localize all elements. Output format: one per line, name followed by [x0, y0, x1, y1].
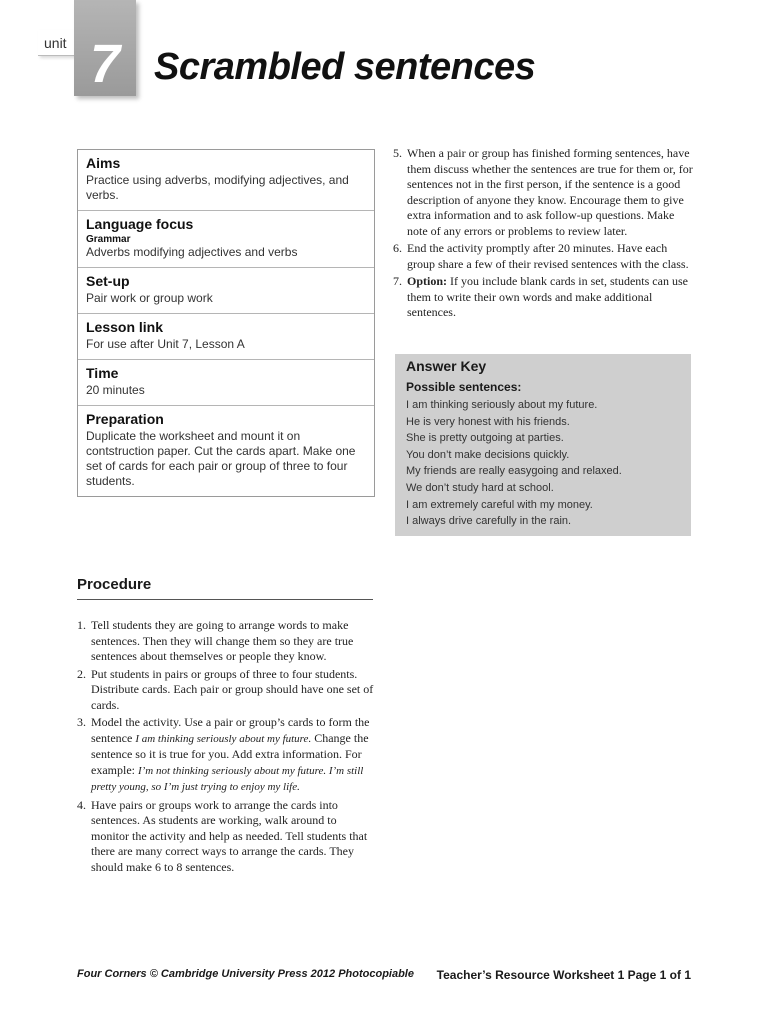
list-item: 4. Have pairs or groups work to arrange the cards into sentences. As students are working, walk around to monitor the activity and help as needed. Tell students that there are many correct ways to arrange the cards. They should make 6 to 8 sentences. — [77, 797, 368, 874]
info-lesson-link — [78, 314, 374, 360]
list-item: 1. Tell students they are going to arrange words to make sentences. Then they will change them so they are true sentences about themselves or people they know. — [77, 618, 354, 663]
info-set-up — [78, 268, 374, 314]
unit-number-tab — [74, 0, 136, 96]
answer-key-subtitle: Possible sentences: — [406, 380, 522, 394]
preparation-body: Duplicate the worksheet and mount it on contstruction paper. Cut the cards apart. Make one set of cards for each pair or group of three to four students. — [86, 429, 356, 488]
answer-line: She is pretty outgoing at parties. — [406, 432, 564, 445]
set-up-body: Pair work or group work — [86, 291, 213, 305]
lesson-link-heading: Lesson link — [86, 319, 164, 335]
page-title: Scrambled sentences — [154, 46, 536, 88]
footer-page-info: Teacher’s Resource Worksheet 1 Page 1 of 1 — [436, 968, 691, 982]
time-body: 20 minutes — [86, 383, 145, 397]
answer-key-box — [395, 354, 691, 536]
list-item: 7. Option: If you include blank cards in set, students can use them to write their own words and make additional sentences. — [393, 274, 688, 319]
procedure-list — [77, 618, 375, 877]
answer-line: I always drive carefully in the rain. — [406, 515, 572, 528]
list-item: 3. Model the activity. Use a pair or group’s cards to form the sentence I am thinking seriously about my future. Change the sentence so it is true for you. Add extra information. For example: I’m not thinking seriously about my future. I’m still pretty young, so I’m just trying to enjoy my life. — [77, 715, 370, 793]
set-up-heading: Set-up — [86, 273, 130, 289]
answer-line: My friends are really easygoing and relaxed. — [406, 465, 622, 478]
answer-line: We don’t study hard at school. — [406, 481, 554, 494]
answer-key-title: Answer Key — [406, 358, 487, 374]
example-answer: I’m not thinking seriously about my future. I’m still pretty young, so I’m just trying to enjoy my life. — [91, 764, 364, 793]
language-focus-body: Adverbs modifying adjectives and verbs — [86, 245, 298, 259]
lesson-link-body: For use after Unit 7, Lesson A — [86, 337, 245, 351]
aims-body: Practice using adverbs, modifying adjectives, and verbs. — [86, 173, 349, 202]
time-heading: Time — [86, 365, 119, 381]
procedure-list-continued — [393, 146, 693, 323]
info-aims — [78, 150, 374, 211]
info-preparation — [78, 406, 374, 496]
preparation-heading: Preparation — [86, 411, 164, 427]
list-item: 6. End the activity promptly after 20 minutes. Have each group share a few of their revised sentences with the class. — [393, 241, 689, 271]
info-time — [78, 360, 374, 406]
answer-line: I am extremely careful with my money. — [406, 498, 593, 511]
list-item: 5. When a pair or group has finished forming sentences, have them discuss whether the sentences are true for them or, for sentences not in the first person, if the sentence is a good description of anyone they know. Encourage them to give extra information and to ask follow-up questions. Make note of any errors or problems to review later. — [393, 146, 693, 238]
unit-label: unit — [38, 30, 76, 56]
answer-line: He is very honest with his friends. — [406, 415, 570, 428]
list-item: 2. Put students in pairs or groups of three to four students. Distribute cards. Each pair or group should have one set of cards. — [77, 666, 374, 712]
language-focus-heading: Language focus — [86, 216, 194, 232]
lesson-info-box — [77, 149, 375, 497]
example-sentence: I am thinking seriously about my future. — [135, 732, 312, 745]
answer-line: I am thinking seriously about my future. — [406, 399, 598, 411]
option-label: Option: — [407, 274, 448, 288]
language-focus-subheading: Grammar — [86, 234, 131, 245]
footer-copyright: Four Corners © Cambridge University Press 2012 Photocopiable — [77, 968, 414, 980]
answer-line: You don’t make decisions quickly. — [406, 448, 570, 461]
unit-number: 7 — [89, 34, 121, 94]
aims-heading: Aims — [86, 155, 121, 171]
procedure-heading: Procedure — [77, 576, 373, 600]
info-language-focus — [78, 211, 374, 268]
